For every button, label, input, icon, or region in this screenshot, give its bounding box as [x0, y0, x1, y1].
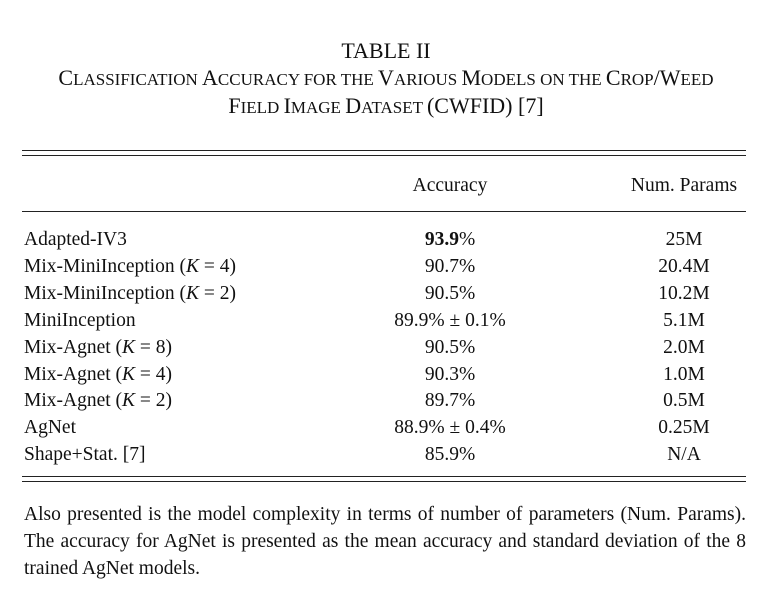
- model-name: Shape+Stat. [7]: [24, 444, 146, 466]
- title-part-big: A: [202, 65, 218, 90]
- accuracy-value: 89.7%: [424, 390, 476, 412]
- table-row-model: [24, 336, 172, 360]
- title-part-big: M: [461, 65, 482, 90]
- title-part-big: /W: [653, 65, 681, 90]
- bottom-rule-upper: [22, 476, 746, 477]
- k-value: 2: [219, 282, 230, 304]
- title-part-big: F: [228, 93, 241, 118]
- model-name: Mix-Agnet (: [24, 336, 123, 358]
- accuracy-value: 93.9: [424, 229, 459, 250]
- title-part-small: EED: [680, 70, 714, 89]
- k-equals: =: [135, 336, 156, 358]
- table-row-model: [24, 228, 127, 252]
- k-close: ): [229, 255, 236, 277]
- k-close: ): [165, 336, 173, 358]
- table-row-model: [24, 309, 136, 333]
- table-row-accuracy: [330, 443, 570, 467]
- accuracy-value: 90.7%: [424, 255, 476, 277]
- top-rule-upper: [22, 150, 746, 151]
- model-name: MiniInception: [24, 309, 136, 331]
- table-row-params: 2.0M: [663, 336, 705, 358]
- title-part-big: (CWFID) [7]: [426, 93, 544, 118]
- model-name: Mix-MiniInception (: [24, 255, 186, 277]
- k-equals: =: [198, 255, 220, 277]
- table-row-accuracy: [330, 416, 570, 440]
- title-part-small: ARIOUS: [393, 70, 462, 89]
- model-name: Adapted-IV3: [24, 229, 127, 250]
- accuracy-value: 90.3%: [424, 363, 476, 385]
- table-row-model: [24, 282, 236, 306]
- table-row-params: 0.25M: [658, 417, 710, 439]
- table-row-model: [24, 443, 145, 467]
- k-symbol: K: [185, 255, 199, 277]
- accuracy-value: 90.5%: [424, 336, 476, 358]
- k-symbol: K: [185, 282, 199, 304]
- table-label: TABLE II: [341, 38, 431, 63]
- accuracy-value: 89.9% ± 0.1%: [394, 309, 506, 331]
- k-equals: =: [135, 363, 156, 385]
- table-row-accuracy: [330, 255, 570, 279]
- k-symbol: K: [122, 336, 136, 358]
- k-close: ): [165, 390, 173, 412]
- table-row-model: [24, 416, 76, 440]
- table-row-model: [24, 363, 172, 387]
- title-part-big: V: [378, 65, 394, 90]
- title-part-big: C: [605, 65, 621, 90]
- k-close: ): [229, 282, 236, 304]
- table-row-accuracy: [330, 282, 570, 306]
- k-value: 4: [219, 255, 230, 277]
- table-row-model: [24, 389, 172, 413]
- table-title-line-1: [0, 64, 772, 94]
- title-part-small: CCURACY FOR THE: [217, 70, 379, 89]
- bottom-rule-lower: [22, 481, 746, 482]
- header-rule: [22, 211, 746, 212]
- header-num-params: Num. Params: [630, 175, 738, 196]
- k-value: 2: [155, 390, 166, 412]
- top-rule-lower: [22, 155, 746, 156]
- title-part-big: C: [58, 65, 74, 90]
- accuracy-value: 85.9%: [424, 444, 476, 466]
- table-row-accuracy: [330, 309, 570, 333]
- table-row-params: 5.1M: [663, 309, 705, 331]
- table-row-accuracy: [330, 336, 570, 360]
- title-part-small: LASSIFICATION: [73, 70, 203, 89]
- header-accuracy: Accuracy: [412, 175, 488, 196]
- accuracy-suffix: %: [458, 229, 476, 250]
- accuracy-value: 90.5%: [424, 282, 476, 304]
- k-equals: =: [135, 390, 156, 412]
- model-name: AgNet: [24, 417, 76, 439]
- model-name: Mix-Agnet (: [24, 363, 123, 385]
- table-row-params: 0.5M: [663, 390, 705, 412]
- k-symbol: K: [122, 390, 136, 412]
- table-row-accuracy: [330, 389, 570, 413]
- model-name: Mix-MiniInception (: [24, 282, 186, 304]
- k-close: ): [165, 363, 173, 385]
- table-footnote: Also presented is the model complexity in terms of number of parameters (Num. Params). The accuracy for AgNet is presented as the mean accuracy and standard deviation of the 8 trained AgNet models.: [24, 504, 746, 579]
- k-symbol: K: [122, 363, 136, 385]
- title-part-big: I: [283, 93, 291, 118]
- table-row-accuracy: [330, 363, 570, 387]
- table-row-accuracy: [330, 228, 570, 252]
- title-part-small: MAGE: [290, 98, 346, 117]
- k-value: 4: [155, 363, 166, 385]
- k-value: 8: [155, 336, 166, 358]
- title-part-small: ATASET: [361, 98, 427, 117]
- title-part-small: ROP: [620, 70, 654, 89]
- accuracy-value: 88.9% ± 0.4%: [394, 417, 506, 439]
- table-row-params: 1.0M: [663, 363, 705, 385]
- table-row-params: 25M: [665, 229, 703, 250]
- table-row-params: 20.4M: [658, 255, 710, 277]
- table-row-params: N/A: [667, 444, 701, 466]
- table-row-params: 10.2M: [658, 282, 710, 304]
- title-part-small: ODELS ON THE: [481, 70, 606, 89]
- title-part-small: IELD: [240, 98, 284, 117]
- model-name: Mix-Agnet (: [24, 390, 123, 412]
- table-title-line-2: [0, 92, 772, 122]
- title-part-big: D: [345, 93, 362, 118]
- k-equals: =: [198, 282, 220, 304]
- table-row-model: [24, 255, 236, 279]
